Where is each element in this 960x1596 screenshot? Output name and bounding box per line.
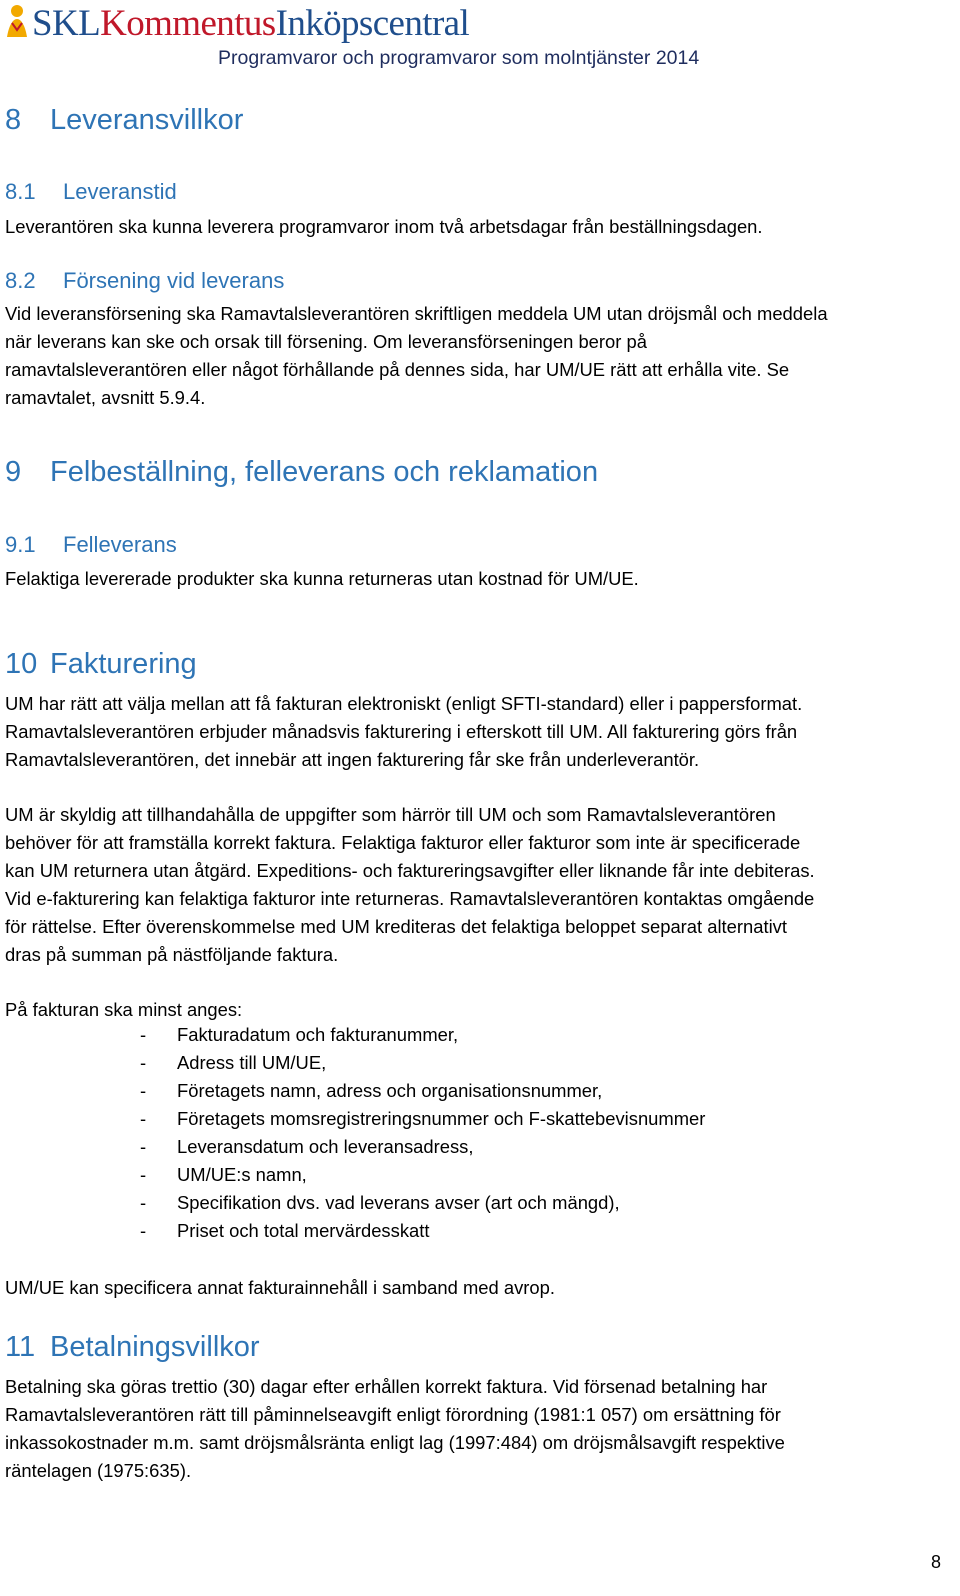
list-item [140, 1105, 705, 1133]
section-title: Fakturering [50, 648, 197, 680]
section-10-closing [5, 1274, 955, 1302]
paragraph-line: ramavtalet, avsnitt 5.9.4. [5, 387, 206, 408]
logo-text-kommentus: Kommentus [100, 3, 276, 44]
section-title: Leveranstid [63, 179, 177, 204]
invoice-requirements-list [140, 1021, 705, 1245]
list-dash: - [140, 1164, 147, 1185]
page-number: 8 [930, 1552, 941, 1572]
list-item [140, 1161, 705, 1189]
paragraph-line: räntelagen (1975:635). [5, 1460, 192, 1481]
paragraph-line: för rättelse. Efter överenskommelse med UM krediteras det felaktiga beloppet separat alternativt [5, 916, 787, 937]
paragraph-line: Leverantören ska kunna leverera programvaror inom två arbetsdagar från beställningsdagen. [5, 216, 763, 237]
section-11-heading [5, 1331, 260, 1364]
section-9-1-heading [5, 532, 177, 558]
section-number: 9.1 [5, 532, 36, 557]
paragraph-line: när leverans kan ske och orsak till försening. Om leveransförseningen beror på [5, 331, 647, 352]
section-9-heading [5, 456, 598, 489]
list-item-text: Priset och total mervärdesskatt [177, 1220, 430, 1241]
list-item [140, 1133, 705, 1161]
invoice-list-intro [5, 996, 955, 1024]
section-10-paragraph-1 [5, 690, 955, 774]
section-number: 8.2 [5, 268, 36, 293]
list-item-text: Företagets momsregistreringsnummer och F-skattebevisnummer [177, 1108, 706, 1129]
header-subtitle: Programvaror och programvaror som molntjänster 2014 [218, 47, 700, 69]
section-10-heading [5, 648, 197, 681]
list-dash: - [140, 1192, 147, 1213]
section-10-paragraph-2 [5, 801, 955, 969]
section-title: Leveransvillkor [50, 104, 244, 136]
list-item [140, 1217, 705, 1245]
section-number: 10 [5, 648, 38, 680]
section-title: Försening vid leverans [63, 268, 285, 293]
section-8-heading [5, 104, 243, 137]
list-item-text: UM/UE:s namn, [177, 1164, 307, 1185]
section-8-2-text [5, 300, 955, 412]
list-dash: - [140, 1052, 147, 1073]
person-logo-icon [4, 3, 30, 39]
section-11-text [5, 1373, 955, 1485]
list-dash: - [140, 1220, 147, 1241]
list-item-text: Fakturadatum och fakturanummer, [177, 1024, 459, 1045]
list-item-text: Leveransdatum och leveransadress, [177, 1136, 474, 1157]
list-item [140, 1189, 705, 1217]
section-number: 11 [5, 1331, 36, 1363]
paragraph-line: Vid e-fakturering kan felaktiga fakturor inte returneras. Ramavtalsleverantören kontaktas omgående [5, 888, 815, 909]
section-8-2-heading [5, 268, 284, 294]
list-item-text: Företagets namn, adress och organisationsnummer, [177, 1080, 603, 1101]
paragraph-line: Felaktiga levererade produkter ska kunna returneras utan kostnad för UM/UE. [5, 568, 639, 589]
paragraph-line: behöver för att framställa korrekt faktura. Felaktiga fakturor eller fakturor som inte är specificerade [5, 832, 801, 853]
paragraph-line: ramavtalsleverantören eller något förhållande på dennes sida, har UM/UE rätt att erhålla vite. Se [5, 359, 790, 380]
section-8-1-text [5, 213, 955, 241]
paragraph-line: kan UM returnera utan åtgärd. Expeditions- och faktureringsavgifter eller liknande får inte debiteras. [5, 860, 815, 881]
list-item-text: Specifikation dvs. vad leverans avser (art och mängd), [177, 1192, 620, 1213]
section-9-1-text [5, 565, 955, 593]
paragraph-line: UM har rätt att välja mellan att få fakturan elektroniskt (enligt SFTI-standard) eller i pappersformat. [5, 693, 803, 714]
paragraph-line: Ramavtalsleverantören, det innebär att ingen fakturering får ske från underleverantör. [5, 749, 700, 770]
paragraph-line: Ramavtalsleverantören erbjuder månadsvis fakturering i efterskott till UM. All fakturering görs från [5, 721, 798, 742]
list-dash: - [140, 1080, 147, 1101]
paragraph-line: inkassokostnader m.m. samt dröjsmålsränta enligt lag (1997:484) om dröjsmålsavgift respektive [5, 1432, 785, 1453]
list-item [140, 1021, 705, 1049]
paragraph-line: UM/UE kan specificera annat fakturainnehåll i samband med avrop. [5, 1277, 555, 1298]
list-dash: - [140, 1024, 147, 1045]
section-title: Betalningsvillkor [50, 1331, 260, 1363]
skl-kommentus-logo [4, 3, 469, 45]
section-number: 9 [5, 456, 22, 488]
section-8-1-heading [5, 179, 177, 205]
logo-text-inkopscentral: Inköpscentral [275, 3, 470, 44]
list-item-text: Adress till UM/UE, [177, 1052, 327, 1073]
paragraph-line: Vid leveransförsening ska Ramavtalsleverantören skriftligen meddela UM utan dröjsmål och meddela [5, 303, 828, 324]
list-item [140, 1077, 705, 1105]
section-number: 8 [5, 104, 22, 136]
section-number: 8.1 [5, 179, 36, 204]
paragraph-line: UM är skyldig att tillhandahålla de uppgifter som härrör till UM och som Ramavtalsleverantören [5, 804, 776, 825]
logo-text-skl: SKL [32, 3, 101, 44]
list-item [140, 1049, 705, 1077]
list-dash: - [140, 1136, 147, 1157]
list-dash: - [140, 1108, 147, 1129]
paragraph-line: Ramavtalsleverantören rätt till påminnelseavgift enligt förordning (1981:1 057) om ersättning för [5, 1404, 781, 1425]
section-title: Felbeställning, felleverans och reklamation [50, 456, 599, 488]
paragraph-line: dras på summan på nästföljande faktura. [5, 944, 339, 965]
paragraph-line: På fakturan ska minst anges: [5, 999, 243, 1020]
section-title: Felleverans [63, 532, 177, 557]
paragraph-line: Betalning ska göras trettio (30) dagar efter erhållen korrekt faktura. Vid försenad betalning har [5, 1376, 768, 1397]
